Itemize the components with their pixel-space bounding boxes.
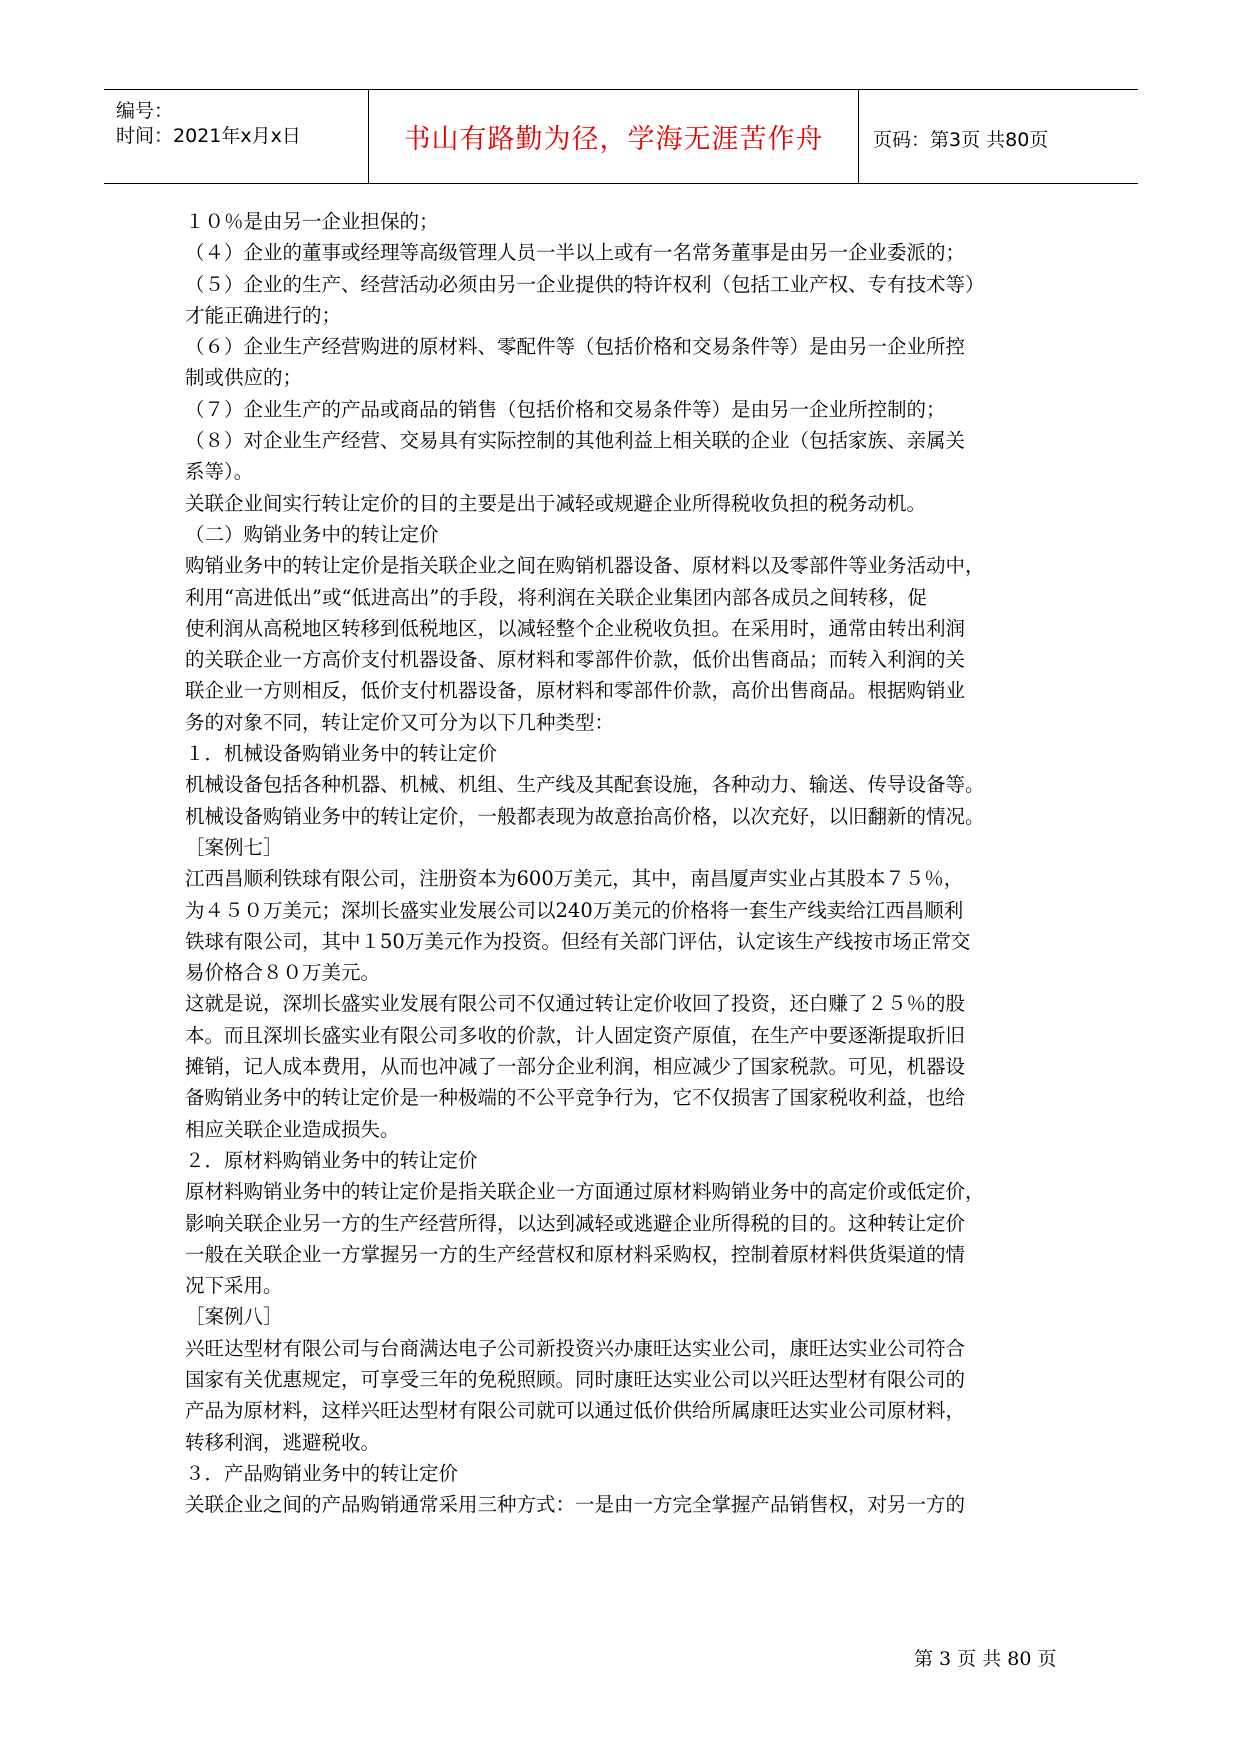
text-line: 的关联企业一方高价支付机器设备、原材料和零部件价款，低价出售商品；而转入利润的关 xyxy=(185,648,966,672)
text-line: 机械设备购销业务中的转让定价，一般都表现为故意抬高价格，以次充好，以旧翻新的情况。 xyxy=(185,804,985,828)
text-line: ３．产品购销业务中的转让定价 xyxy=(185,1461,459,1485)
header-motto-cell xyxy=(369,90,859,183)
header-page-cell xyxy=(859,90,1138,183)
text-line: 产品为原材料，这样兴旺达型材有限公司就可以通过低价供给所属康旺达实业公司原材料， xyxy=(185,1399,966,1423)
text-line: ２．原材料购销业务中的转让定价 xyxy=(185,1148,478,1172)
text-line: （７）企业生产的产品或商品的销售（包括价格和交易条件等）是由另一企业所控制的； xyxy=(185,397,946,421)
text-line: 本。而且深圳长盛实业有限公司多收的价款，计人固定资产原值，在生产中要逐渐提取折旧 xyxy=(185,1023,966,1047)
text-line: 转移利润，逃避税收。 xyxy=(185,1430,381,1454)
text-line: 原材料购销业务中的转让定价是指关联企业一方面通过原材料购销业务中的高定价或低定价， xyxy=(185,1180,985,1204)
number-label: 编号： xyxy=(116,100,174,122)
page-code: 页码：第3页 共80页 xyxy=(873,129,1049,151)
time-label: 时间：2021年x月x日 xyxy=(116,125,301,147)
text-line: 相应关联企业造成损失。 xyxy=(185,1117,400,1141)
text-line: 制或供应的； xyxy=(185,366,303,390)
text-line: 才能正确进行的； xyxy=(185,303,342,327)
text-line: （５）企业的生产、经营活动必须由另一企业提供的特许权利（包括工业产权、专有技术等） xyxy=(185,272,985,296)
text-line: （６）企业生产经营购进的原材料、零配件等（包括价格和交易条件等）是由另一企业所控 xyxy=(185,335,966,359)
text-line: 关联企业间实行转让定价的目的主要是出于减轻或规避企业所得税收负担的税务动机。 xyxy=(185,491,927,515)
text-line: 为４５０万美元；深圳长盛实业发展公司以240万美元的价格将一套生产线卖给江西昌顺利 xyxy=(185,898,964,922)
page-footer: 第 3 页 共 80 页 xyxy=(914,1648,1057,1670)
text-line: 联企业一方则相反，低价支付机器设备，原材料和零部件价款，高价出售商品。根据购销业 xyxy=(185,679,966,703)
page-header xyxy=(104,89,1138,184)
text-line: 铁球有限公司，其中１50万美元作为投资。但经有关部门评估，认定该生产线按市场正常交 xyxy=(185,929,971,953)
text-line: ［案例八］ xyxy=(185,1305,283,1329)
text-line: 关联企业之间的产品购销通常采用三种方式：一是由一方完全掌握产品销售权，对另一方的 xyxy=(185,1493,966,1517)
text-line: ［案例七］ xyxy=(185,835,283,859)
text-line: （二）购销业务中的转让定价 xyxy=(185,522,439,546)
text-line: 机械设备包括各种机器、机械、机组、生产线及其配套设施，各种动力、输送、传导设备等。 xyxy=(185,773,985,797)
text-line: １．机械设备购销业务中的转让定价 xyxy=(185,742,498,766)
text-line: 影响关联企业另一方的生产经营所得，以达到减轻或逃避企业所得税的目的。这种转让定价 xyxy=(185,1211,966,1235)
text-line: 摊销，记人成本费用，从而也冲减了一部分企业利润，相应减少了国家税款。可见，机器设 xyxy=(185,1055,966,1079)
text-line: １０％是由另一企业担保的； xyxy=(185,210,439,233)
header-info-cell xyxy=(104,90,369,183)
text-line: 利用“高进低出”或“低进高出”的手段，将利润在关联企业集团内部各成员之间转移，促 xyxy=(185,585,927,609)
text-line: （４）企业的董事或经理等高级管理人员一半以上或有一名常务董事是由另一企业委派的； xyxy=(185,241,966,265)
text-line: （８）对企业生产经营、交易具有实际控制的其他利益上相关联的企业（包括家族、亲属关 xyxy=(185,429,966,453)
text-line: 这就是说，深圳长盛实业发展有限公司不仅通过转让定价收回了投资，还白赚了２５％的股 xyxy=(185,992,966,1016)
text-line: 一般在关联企业一方掌握另一方的生产经营权和原材料采购权，控制着原材料供货渠道的情 xyxy=(185,1242,966,1266)
text-line: 备购销业务中的转让定价是一种极端的不公平竞争行为，它不仅损害了国家税收利益，也给 xyxy=(185,1086,966,1110)
text-line: 务的对象不同，转让定价又可分为以下几种类型： xyxy=(185,710,615,734)
document-body xyxy=(185,206,1085,1520)
text-line: 易价格合８０万美元。 xyxy=(185,961,381,985)
text-line: 系等）。 xyxy=(185,460,254,484)
text-line: 况下采用。 xyxy=(185,1274,283,1298)
text-line: 国家有关优惠规定，可享受三年的免税照顾。同时康旺达实业公司以兴旺达型材有限公司的 xyxy=(185,1367,966,1391)
text-line: 兴旺达型材有限公司与台商满达电子公司新投资兴办康旺达实业公司，康旺达实业公司符合 xyxy=(185,1336,966,1360)
text-line: 使利润从高税地区转移到低税地区，以减轻整个企业税收负担。在采用时，通常由转出利润 xyxy=(185,616,966,640)
text-line: 江西昌顺利铁球有限公司，注册资本为600万美元，其中，南昌厦声实业占其股本７５％， xyxy=(185,867,964,891)
text-line: 购销业务中的转让定价是指关联企业之间在购销机器设备、原材料以及零部件等业务活动中， xyxy=(185,554,985,578)
motto-text: 书山有路勤为径，学海无涯苦作舟 xyxy=(403,124,824,155)
